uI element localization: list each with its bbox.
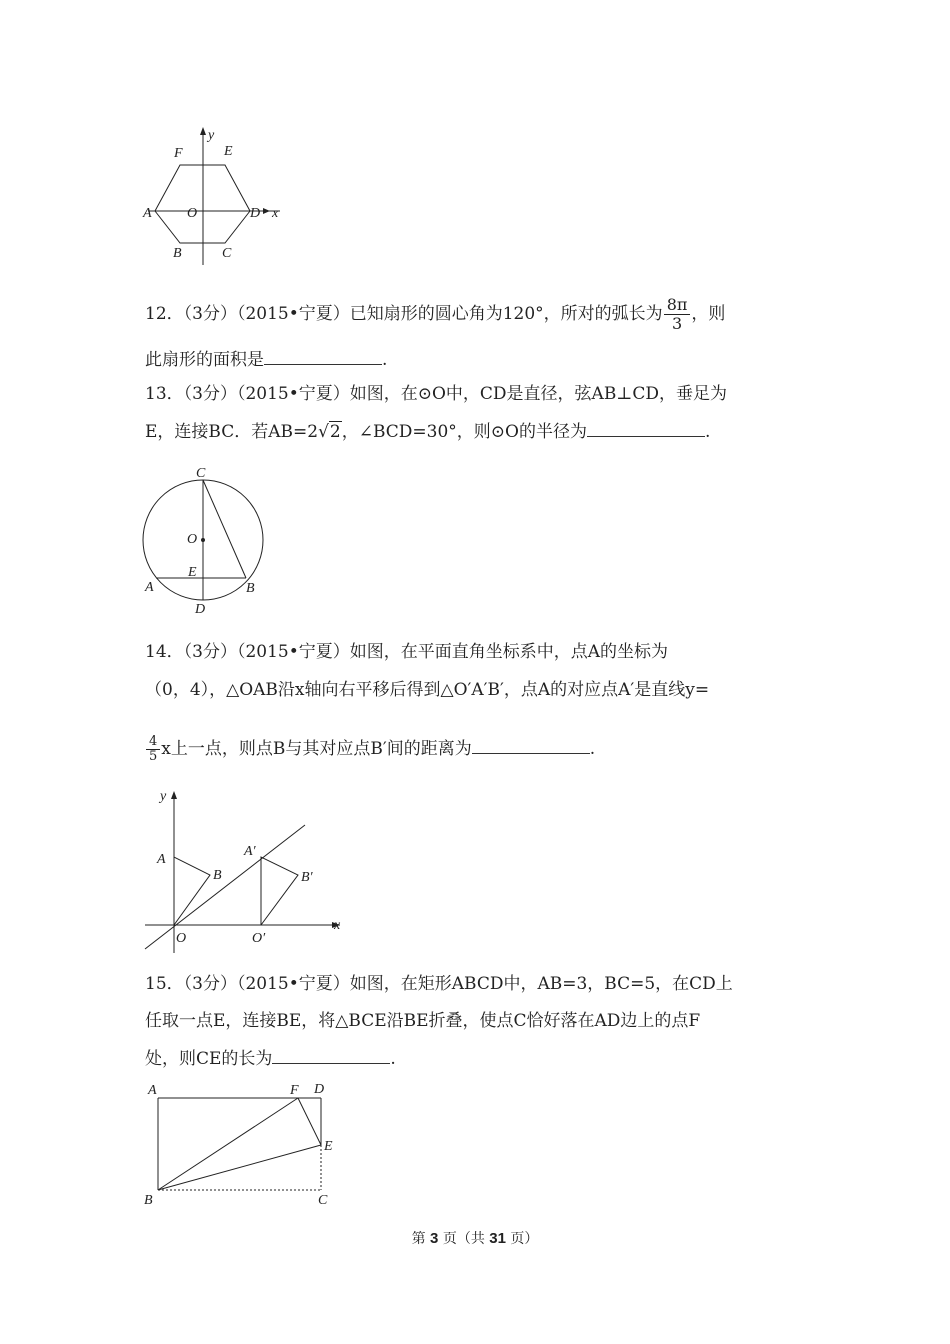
label-O: O [187, 206, 198, 221]
page-footer: 第 3 页（共 31 页） [411, 1230, 539, 1247]
label-O-prime: O′ [252, 931, 266, 946]
q14-fraction: $\frac{4}{5}$ [146, 735, 160, 764]
q15-line1: 15．（3分）（2015•宁夏）如图，在矩形ABCD中，AB=3，BC=5，在CD上 [145, 974, 733, 994]
page-number: 3 [430, 1230, 439, 1247]
label-A: A [148, 1083, 157, 1098]
label-D: D [195, 602, 206, 617]
q13-line2: E，连接BC．若AB=2√2，∠BCD=30°，则⊙O的半径为 . [145, 422, 711, 442]
rectangle-fold-figure [140, 1078, 345, 1213]
total-pages: 31 [489, 1230, 506, 1247]
label-y: y [208, 128, 215, 143]
label-C: C [318, 1193, 328, 1208]
label-F: F [174, 146, 183, 161]
translation-figure [140, 785, 350, 960]
answer-blank-14 [472, 737, 590, 754]
q14-line2: （0，4），△OAB沿x轴向右平移后得到△O′A′B′，点A的对应点A′是直线y= [145, 680, 710, 700]
label-C: C [222, 246, 232, 261]
label-x: x [272, 206, 279, 221]
label-F: F [290, 1083, 299, 1098]
answer-blank-15 [272, 1047, 390, 1064]
label-E: E [324, 1139, 333, 1154]
label-A: A [157, 852, 166, 867]
label-E: E [224, 144, 233, 159]
label-E: E [188, 565, 197, 580]
q13-line1: 13．（3分）（2015•宁夏）如图，在⊙O中，CD是直径，弦AB⊥CD，垂足为 [145, 384, 727, 404]
sqrt-expression: √2 [318, 422, 341, 442]
answer-blank-12 [264, 348, 382, 365]
label-O: O [176, 931, 187, 946]
label-y: y [160, 789, 167, 804]
label-x: x [334, 918, 341, 933]
label-A-prime: A′ [244, 844, 256, 859]
answer-blank-13 [587, 420, 705, 437]
label-D: D [250, 206, 261, 221]
label-A: A [143, 206, 152, 221]
q12-fraction: $\frac{8\pi}{3}$ [664, 296, 691, 333]
q14-line3: $\frac{4}{5}$ x上一点，则点B与其对应点B′间的距离为 . [145, 735, 595, 764]
label-A: A [145, 580, 154, 595]
q12-line2: 此扇形的面积是 . [145, 350, 388, 370]
label-C: C [196, 466, 206, 481]
hexagon-figure [140, 125, 290, 270]
q14-line1: 14．（3分）（2015•宁夏）如图，在平面直角坐标系中，点A的坐标为 [145, 642, 669, 662]
label-B: B [144, 1193, 153, 1208]
label-D: D [314, 1082, 325, 1097]
q15-line2: 任取一点E，连接BE，将△BCE沿BE折叠，使点C恰好落在AD边上的点F [145, 1011, 701, 1031]
label-B: B [173, 246, 182, 261]
circle-figure [140, 462, 275, 622]
q12-line1: 12．（3分）（2015•宁夏）已知扇形的圆心角为120°，所对的弧长为 $\frac{8\pi}{3}$ ，则 [145, 295, 726, 333]
q15-line3: 处，则CE的长为 . [145, 1049, 396, 1069]
label-B: B [213, 868, 222, 883]
label-B: B [246, 581, 255, 596]
label-O: O [187, 532, 198, 547]
label-B-prime: B′ [301, 870, 313, 885]
